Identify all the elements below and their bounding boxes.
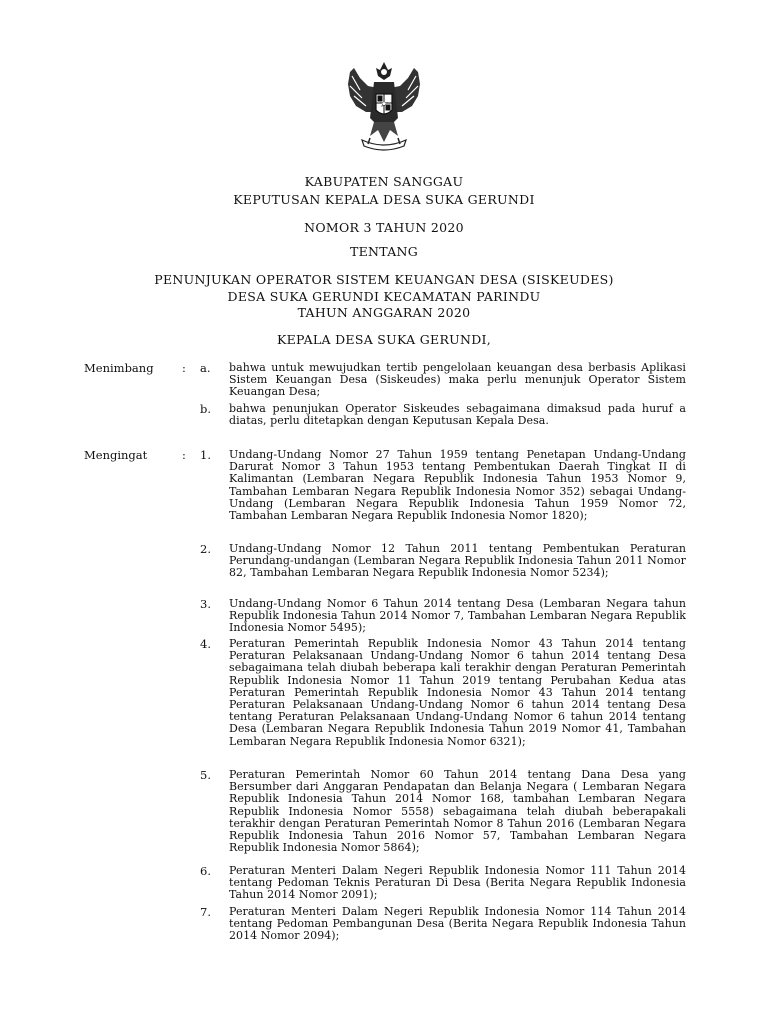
menimbang-item-text: bahwa untuk mewujudkan tertib pengelolaan keuangan desa berbasis Aplikasi Sistem Keuangan Desa (Siskeudes) maka perlu menunjuk Operator Sistem Keuangan Desa; <box>229 361 686 399</box>
issuer-line: KEPALA DESA SUKA GERUNDI, <box>276 332 492 347</box>
menimbang-item-number: b. <box>200 402 212 416</box>
subject-line-1: PENUNJUKAN OPERATOR SISTEM KEUANGAN DESA (SISKEUDES) <box>154 272 614 287</box>
mengingat-item-text: Undang-Undang Nomor 12 Tahun 2011 tentang Pembentukan Peraturan Perundang-undangan (Lembaran Negara Republik Indonesia Tahun 2011 Nomor 82, Tambahan Lembaran Negara Republik Indonesia Nomor 5234); <box>229 542 686 580</box>
mengingat-item-number: 5. <box>200 768 211 782</box>
mengingat-item-number: 6. <box>200 864 211 878</box>
mengingat-item-number: 1. <box>200 448 211 462</box>
decree-number: NOMOR 3 TAHUN 2020 <box>304 220 464 235</box>
mengingat-item-text: Undang-Undang Nomor 6 Tahun 2014 tentang Desa (Lembaran Negara tahun Republik Indonesia Tahun 2014 Nomor 7, Tambahan Lembaran Negara Republik Indonesia Nomor 5495); <box>229 597 686 635</box>
subject-line-2: DESA SUKA GERUNDI KECAMATAN PARINDU <box>227 289 541 304</box>
decree-title: KEPUTUSAN KEPALA DESA SUKA GERUNDI <box>233 192 535 207</box>
mengingat-colon: : <box>182 448 186 462</box>
menimbang-item-number: a. <box>200 361 211 375</box>
about-label: TENTANG <box>349 244 419 259</box>
mengingat-label: Mengingat <box>84 448 148 462</box>
mengingat-item-number: 4. <box>200 637 211 651</box>
mengingat-item-text: Peraturan Pemerintah Republik Indonesia Nomor 43 Tahun 2014 tentang Peraturan Pelaksanaan Undang-Undang Nomor 6 tahun 2014 tentang Desa sebagaimana telah diubah beberapa kali terakhir dengan Peraturan Pemerintah Republik Indonesia Nomor 11 Tahun 2019 tentang Perubahan Kedua atas Peraturan Pemerintah Republik Indonesia Nomor 43 Tahun 2014 tentang Peraturan Pelaksanaan Undang-Undang Nomor 6 tahun 2014 tentang Desa tentang Peraturan Pelaksanaan Undang-Undang Nomor 6 tahun 2014 tentang Desa (Lembaran Negara Republik Indonesia Tahun 2019 Nomor 41, Tambahan Lembaran Negara Republik Indonesia Nomor 6321); <box>229 637 686 748</box>
subject-line-3: TAHUN ANGGARAN 2020 <box>297 305 471 320</box>
regency-name: KABUPATEN SANGGAU <box>304 174 464 189</box>
mengingat-item-text: Peraturan Menteri Dalam Negeri Republik Indonesia Nomor 111 Tahun 2014 tentang Pedoman Teknis Peraturan Di Desa (Berita Negara Republik Indonesia Tahun 2014 Nomor 2091); <box>229 864 686 902</box>
mengingat-item-number: 7. <box>200 905 211 919</box>
mengingat-item-text: Peraturan Pemerintah Nomor 60 Tahun 2014 tentang Dana Desa yang Bersumber dari Anggaran Pendapatan dan Belanja Negara ( Lembaran Negara Republik Indonesia Tahun 2014 Nomor 168, tambahan Lembaran Negara Republik Indonesia Nomor 5558) sebagaimana telah diubah beberapakali terakhir dengan Peraturan Pemerintah Nomor 8 Tahun 2016 (Lembaran Negara Republik Indonesia Tahun 2016 Nomor 57, Tambahan Lembaran Negara Republik Indonesia Nomor 5864); <box>229 768 686 855</box>
menimbang-label: Menimbang <box>84 361 154 375</box>
menimbang-colon: : <box>182 361 186 375</box>
mengingat-item-number: 2. <box>200 542 211 556</box>
menimbang-item-text: bahwa penunjukan Operator Siskeudes sebagaimana dimaksud pada huruf a diatas, perlu ditetapkan dengan Keputusan Kepala Desa. <box>229 402 686 428</box>
mengingat-item-text: Peraturan Menteri Dalam Negeri Republik Indonesia Nomor 114 Tahun 2014 tentang Pedoman Pembangunan Desa (Berita Negara Republik Indonesia Tahun 2014 Nomor 2094); <box>229 905 686 943</box>
mengingat-item-number: 3. <box>200 597 211 611</box>
mengingat-item-text: Undang-Undang Nomor 27 Tahun 1959 tentang Penetapan Undang-Undang Darurat Nomor 3 Tahun 1953 tentang Pembentukan Daerah Tingkat II di Kalimantan (Lembaran Negara Republik Indonesia Tahun 1953 Nomor 9, Tambahan Lembaran Negara Republik Indonesia Nomor 352) sebagai Undang-Undang (Lembaran Negara Republik Indonesia Tahun 1959 Nomor 72, Tambahan Lembaran Negara Republik Indonesia Nomor 1820); <box>229 448 686 523</box>
garuda-emblem-icon <box>340 58 428 154</box>
